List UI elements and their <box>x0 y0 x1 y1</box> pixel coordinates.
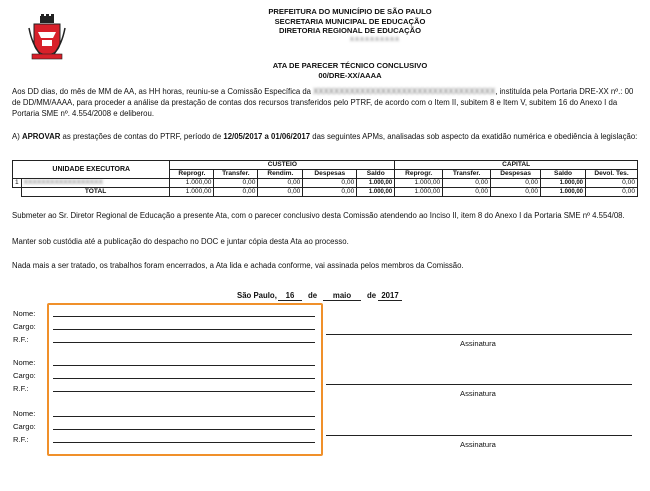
unit-header: UNIDADE EXECUTORA <box>13 161 170 179</box>
row-custeio-transfer: 0,00 <box>214 179 258 188</box>
cargo-label-2: Cargo: <box>13 371 36 380</box>
custeio-col-despesas: Despesas <box>303 170 357 179</box>
submit-paragraph: Submeter ao Sr. Diretor Regional de Educação a presente Ata, com o parecer conclusivo desta Comissão atendendo ao Inciso II, item 8 do Anexo I da Portaria SME nº 4.554/08. <box>12 211 625 220</box>
signatories-highlight-box <box>47 303 323 456</box>
total-custeio-reprogr: 1.000,00 <box>170 188 214 197</box>
date-day: 16 <box>278 291 302 301</box>
header-line-4-redacted: XXXXXXXXXX <box>349 36 401 43</box>
row-capital-transfer: 0,00 <box>443 179 491 188</box>
rf-label-3: R.F.: <box>13 435 29 444</box>
custeio-header: CUSTEIO <box>170 161 395 170</box>
capital-col-transfer: Transfer. <box>443 170 491 179</box>
signature-line-1[interactable] <box>326 334 632 335</box>
rf-label-1: R.F.: <box>13 335 29 344</box>
header-line-1: PREFEITURA DO MUNICÍPIO DE SÃO PAULO <box>268 7 432 16</box>
table-total-row <box>13 188 638 197</box>
title-line-2: 00/DRE-XX/AAAA <box>318 70 382 80</box>
approval-mid-2: das seguintes APMs, analisadas sob aspecto da exatidão numérica e obediência à legislação: <box>310 132 638 141</box>
custeio-col-reprogr: Reprogr. <box>170 170 214 179</box>
row-custeio-reprogr: 1.000,00 <box>170 179 214 188</box>
intro-part-2: , instituída pela Portaria DRE-XX nº.: 00 de DD/MM/AAAA, para proceder a análise da prestação de contas dos recursos transferidos pelo PTRF, de acordo com o Item II, subitem 8 e Item V, subitem 16 do Anexo I da Portaria SME nº. 4.554/2008 e deliberou. <box>12 87 634 118</box>
document-title <box>160 61 540 80</box>
nome-label-3: Nome: <box>13 409 36 418</box>
custeio-col-transfer: Transfer. <box>214 170 258 179</box>
rf-field-3[interactable] <box>53 442 315 443</box>
row-capital-reprogr: 1.000,00 <box>395 179 443 188</box>
accounts-table <box>12 160 638 197</box>
rf-field-2[interactable] <box>53 391 315 392</box>
capital-col-despesas: Despesas <box>491 170 541 179</box>
approval-paragraph <box>12 131 638 142</box>
row-capital-saldo: 1.000,00 <box>541 179 586 188</box>
intro-redacted-name: XXXXXXXXXXXXXXXXXXXXXXXXXXXXXXXXXXX <box>313 87 496 96</box>
row-custeio-despesas: 0,00 <box>303 179 357 188</box>
approval-mid-1: as prestações de contas do PTRF, período de <box>60 132 224 141</box>
intro-part-1: Aos DD dias, do mês de MM de AA, as HH horas, reuniu-se a Comissão Específica da <box>12 87 314 96</box>
custeio-col-saldo: Saldo <box>357 170 395 179</box>
approval-period: 12/05/2017 a 01/06/2017 <box>223 132 311 141</box>
total-custeio-saldo: 1.000,00 <box>357 188 395 197</box>
signature-line-2[interactable] <box>326 384 632 385</box>
capital-col-reprogr: Reprogr. <box>395 170 443 179</box>
signature-label-2: Assinatura <box>460 389 496 398</box>
signature-label-1: Assinatura <box>460 339 496 348</box>
coat-of-arms-logo <box>26 14 68 60</box>
cargo-field-1[interactable] <box>53 329 315 330</box>
nome-label-1: Nome: <box>13 309 36 318</box>
table-header-row-1 <box>13 161 638 170</box>
row-capital-devol: 0,00 <box>586 179 638 188</box>
header-line-3: DIRETORIA REGIONAL DE EDUCAÇÃO <box>278 26 422 35</box>
row-unit-redacted: XXXXXXXXXXXXXXXXXX <box>21 179 170 188</box>
header-line-2: SECRETARIA MUNICIPAL DE EDUCAÇÃO <box>274 16 426 26</box>
date-year: 2017 <box>378 291 402 301</box>
table-row <box>13 179 638 188</box>
capital-header: CAPITAL <box>395 161 638 170</box>
date-city: São Paulo, <box>237 291 277 300</box>
nome-field-2[interactable] <box>53 365 315 366</box>
row-capital-despesas: 0,00 <box>491 179 541 188</box>
total-capital-reprogr: 1.000,00 <box>395 188 443 197</box>
total-capital-devol: 0,00 <box>586 188 638 197</box>
nome-label-2: Nome: <box>13 358 36 367</box>
approval-prefix: A) <box>12 132 22 141</box>
closing-paragraph: Nada mais a ser tratado, os trabalhos foram encerrados, a Ata lida e achada conforme, vai assinada pelos membros da Comissão. <box>12 261 464 270</box>
capital-col-devol: Devol. Tes. <box>586 170 638 179</box>
total-custeio-rendim: 0,00 <box>258 188 303 197</box>
signature-label-3: Assinatura <box>460 440 496 449</box>
cargo-field-3[interactable] <box>53 429 315 430</box>
rf-field-1[interactable] <box>53 342 315 343</box>
date-de-1: de <box>308 291 318 300</box>
nome-field-1[interactable] <box>53 316 315 317</box>
total-custeio-transfer: 0,00 <box>214 188 258 197</box>
total-label: TOTAL <box>21 188 170 197</box>
signature-line-3[interactable] <box>326 435 632 436</box>
cargo-label-3: Cargo: <box>13 422 36 431</box>
row-custeio-rendim: 0,00 <box>258 179 303 188</box>
date-month: maio <box>323 291 361 301</box>
total-capital-transfer: 0,00 <box>443 188 491 197</box>
row-custeio-saldo: 1.000,00 <box>357 179 395 188</box>
date-de-2: de <box>367 291 377 300</box>
approval-verb: APROVAR <box>21 132 61 141</box>
institution-header <box>160 7 540 45</box>
cargo-label-1: Cargo: <box>13 322 36 331</box>
row-index: 1 <box>13 179 22 188</box>
cargo-field-2[interactable] <box>53 378 315 379</box>
capital-col-saldo: Saldo <box>541 170 586 179</box>
custeio-col-rendim: Rendim. <box>258 170 303 179</box>
total-custeio-despesas: 0,00 <box>303 188 357 197</box>
custody-paragraph: Manter sob custódia até a publicação do despacho no DOC e juntar cópia desta Ata ao processo. <box>12 237 349 246</box>
rf-label-2: R.F.: <box>13 384 29 393</box>
intro-paragraph <box>12 86 638 119</box>
title-line-1: ATA DE PARECER TÉCNICO CONCLUSIVO <box>272 61 428 70</box>
total-capital-despesas: 0,00 <box>491 188 541 197</box>
nome-field-3[interactable] <box>53 416 315 417</box>
total-capital-saldo: 1.000,00 <box>541 188 586 197</box>
